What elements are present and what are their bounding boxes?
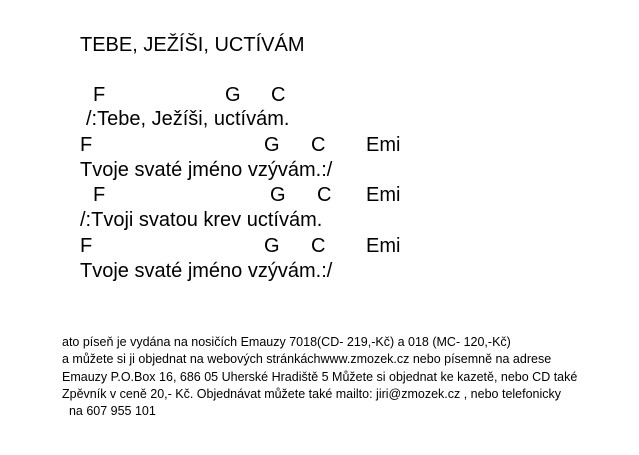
footer-line: Zpěvník v ceně 20,- Kč. Objednávat můžete také mailto: jiri@zmozek.cz , nebo telefonicky xyxy=(62,386,562,401)
lyric-line-1: /:Tebe, Ježíši, uctívám. xyxy=(86,108,290,130)
chord: F xyxy=(80,134,93,156)
chord: G xyxy=(270,184,286,206)
footer-line: Emauzy P.O.Box 16, 686 05 Uherské Hradiště 5 Můžete si objednat ke kazetě, nebo CD také xyxy=(62,369,578,384)
footer-notice xyxy=(62,334,577,420)
footer-line: na 607 955 101 xyxy=(62,404,156,419)
chord: C xyxy=(311,235,326,257)
chord: Emi xyxy=(366,184,401,206)
chord: F xyxy=(93,184,106,206)
chord: C xyxy=(311,134,326,156)
chord: Emi xyxy=(366,235,401,257)
lyric-line-4: Tvoje svaté jméno vzývám.:/ xyxy=(80,260,333,282)
chord: G xyxy=(264,235,280,257)
chord: C xyxy=(271,84,286,106)
footer-line: ato píseň je vydána na nosičích Emauzy 7018(CD- 219,-Kč) a 018 (MC- 120,-Kč) xyxy=(62,335,511,349)
chord: G xyxy=(264,134,280,156)
chord: F xyxy=(80,235,93,257)
footer-line: a můžete si ji objednat na webových stránkáchwww.zmozek.cz nebo písemně na adrese xyxy=(62,352,552,367)
chord: F xyxy=(93,84,106,106)
chord: G xyxy=(225,84,241,106)
song-title: TEBE, JEŽÍŠI, UCTÍVÁM xyxy=(80,34,305,56)
chord: C xyxy=(317,184,332,206)
chord: Emi xyxy=(366,134,401,156)
lyric-line-3: /:Tvoji svatou krev uctívám. xyxy=(80,209,323,231)
lyric-line-2: Tvoje svaté jméno vzývám.:/ xyxy=(80,159,333,181)
